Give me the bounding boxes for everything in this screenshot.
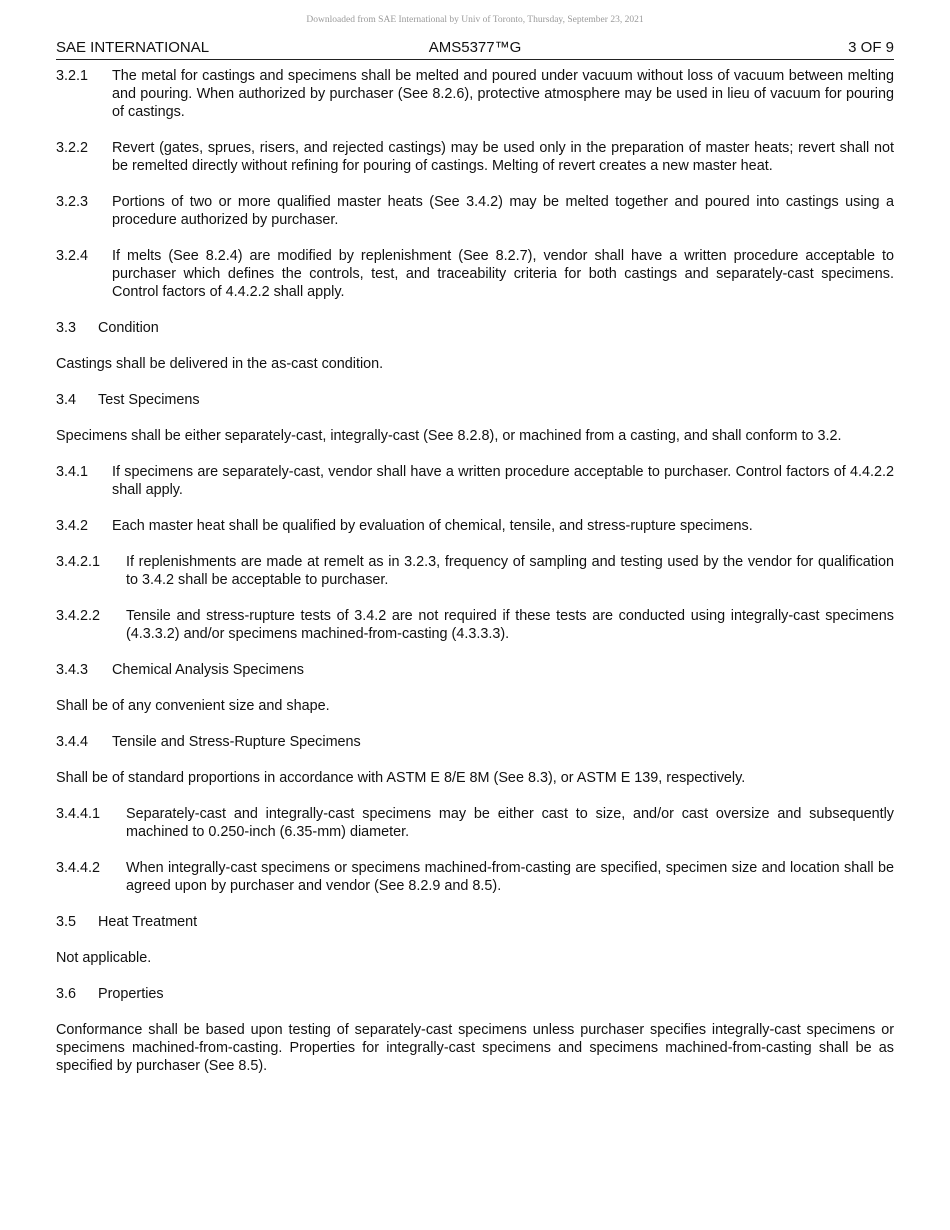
clause-text: Revert (gates, sprues, risers, and rejected castings) may be used only in the preparation of master heats; revert shall not be remelted directly without refining for pouring of castings. Melting of revert creates a new master heat.	[112, 140, 894, 174]
clause-text: If replenishments are made at remelt as in 3.2.3, frequency of sampling and testing used by the vendor for qualification to 3.4.2 shall be acceptable to purchaser.	[126, 554, 894, 588]
clause-number: 3.4.2	[56, 518, 89, 534]
header-page-number: 3 OF 9	[848, 39, 894, 56]
clause-number: 3.4.4.2	[56, 860, 101, 876]
clause-3-4-2-1	[56, 553, 894, 589]
document-body	[56, 67, 894, 1093]
section-body-3-4: Specimens shall be either separately-cast, integrally-cast (See 8.2.8), or machined from a casting, and shall conform to 3.2.	[56, 428, 842, 444]
section-title: Test Specimens	[98, 392, 200, 408]
section-number: 3.3	[56, 320, 77, 336]
clause-number: 3.2.1	[56, 68, 89, 84]
clause-3-4-4-2	[56, 859, 894, 895]
clause-text: If specimens are separately-cast, vendor shall have a written procedure acceptable to purchaser. Control factors of 4.4.2.2 shall apply.	[112, 464, 894, 498]
page-header	[56, 38, 894, 60]
clause-text: Portions of two or more qualified master heats (See 3.4.2) may be melted together and poured into castings using a procedure authorized by purchaser.	[112, 194, 894, 228]
section-body-3-3: Castings shall be delivered in the as-cast condition.	[56, 356, 384, 372]
section-title: Chemical Analysis Specimens	[112, 662, 304, 678]
clause-3-2-4	[56, 247, 894, 301]
section-number: 3.4.3	[56, 662, 89, 678]
section-title: Tensile and Stress-Rupture Specimens	[112, 734, 361, 750]
clause-number: 3.2.3	[56, 194, 89, 210]
section-number: 3.6	[56, 986, 77, 1002]
clause-text: The metal for castings and specimens shall be melted and poured under vacuum without loss of vacuum between melting and pouring. When authorized by purchaser (See 8.2.6), protective atmosphere may be used in lieu of vacuum for pouring of castings.	[112, 68, 894, 120]
clause-3-4-4-1	[56, 805, 894, 841]
clause-3-2-1	[56, 67, 894, 121]
section-body-3-5: Not applicable.	[56, 950, 152, 966]
section-body-3-6: Conformance shall be based upon testing of separately-cast specimens unless purchaser specifies integrally-cast specimens or specimens machined-from-casting. Properties for integrally-cast specimens and specimens machined-from-casting shall be as specified by purchaser (See 8.5).	[56, 1022, 894, 1074]
section-number: 3.4	[56, 392, 77, 408]
clause-number: 3.4.2.2	[56, 608, 101, 624]
clause-number: 3.4.4.1	[56, 806, 101, 822]
section-heading-3-4-4	[56, 733, 894, 751]
clause-3-2-2	[56, 139, 894, 175]
clause-text: If melts (See 8.2.4) are modified by replenishment (See 8.2.7), vendor shall have a written procedure acceptable to purchaser which defines the controls, test, and traceability criteria for both castings and separately-cast specimens. Control factors of 4.4.2.2 shall apply.	[112, 248, 894, 300]
section-heading-3-4-3	[56, 661, 894, 679]
clause-text: Tensile and stress-rupture tests of 3.4.2 are not required if these tests are conducted using integrally-cast specimens (4.3.3.2) and/or specimens machined-from-casting (4.3.3.3).	[126, 608, 894, 642]
clause-text: Separately-cast and integrally-cast specimens may be either cast to size, and/or cast oversize and subsequently machined to 0.250-inch (6.35-mm) diameter.	[126, 806, 894, 840]
section-heading-3-3	[56, 319, 894, 337]
section-number: 3.4.4	[56, 734, 89, 750]
section-heading-3-5	[56, 913, 894, 931]
header-organization: SAE INTERNATIONAL	[56, 39, 210, 56]
clause-number: 3.4.2.1	[56, 554, 101, 570]
section-title: Heat Treatment	[98, 914, 198, 930]
clause-text: When integrally-cast specimens or specimens machined-from-casting are specified, specimen size and location shall be agreed upon by purchaser and vendor (See 8.2.9 and 8.5).	[126, 860, 894, 894]
section-body-3-4-3: Shall be of any convenient size and shape.	[56, 698, 330, 714]
section-title: Properties	[98, 986, 164, 1002]
section-heading-3-4	[56, 391, 894, 409]
section-title: Condition	[98, 320, 159, 336]
clause-text: Each master heat shall be qualified by evaluation of chemical, tensile, and stress-rupture specimens.	[112, 518, 753, 534]
clause-number: 3.4.1	[56, 464, 89, 480]
section-body-3-4-4: Shall be of standard proportions in accordance with ASTM E 8/E 8M (See 8.3), or ASTM E 139, respectively.	[56, 770, 746, 786]
clause-3-4-1	[56, 463, 894, 499]
section-heading-3-6	[56, 985, 894, 1003]
clause-3-4-2	[56, 517, 894, 535]
clause-3-4-2-2	[56, 607, 894, 643]
clause-number: 3.2.2	[56, 140, 89, 156]
clause-3-2-3	[56, 193, 894, 229]
clause-number: 3.2.4	[56, 248, 89, 264]
section-number: 3.5	[56, 914, 77, 930]
download-watermark: Downloaded from SAE International by Univ of Toronto, Thursday, September 23, 2021	[306, 15, 644, 25]
header-document-id: AMS5377™G	[428, 39, 522, 56]
